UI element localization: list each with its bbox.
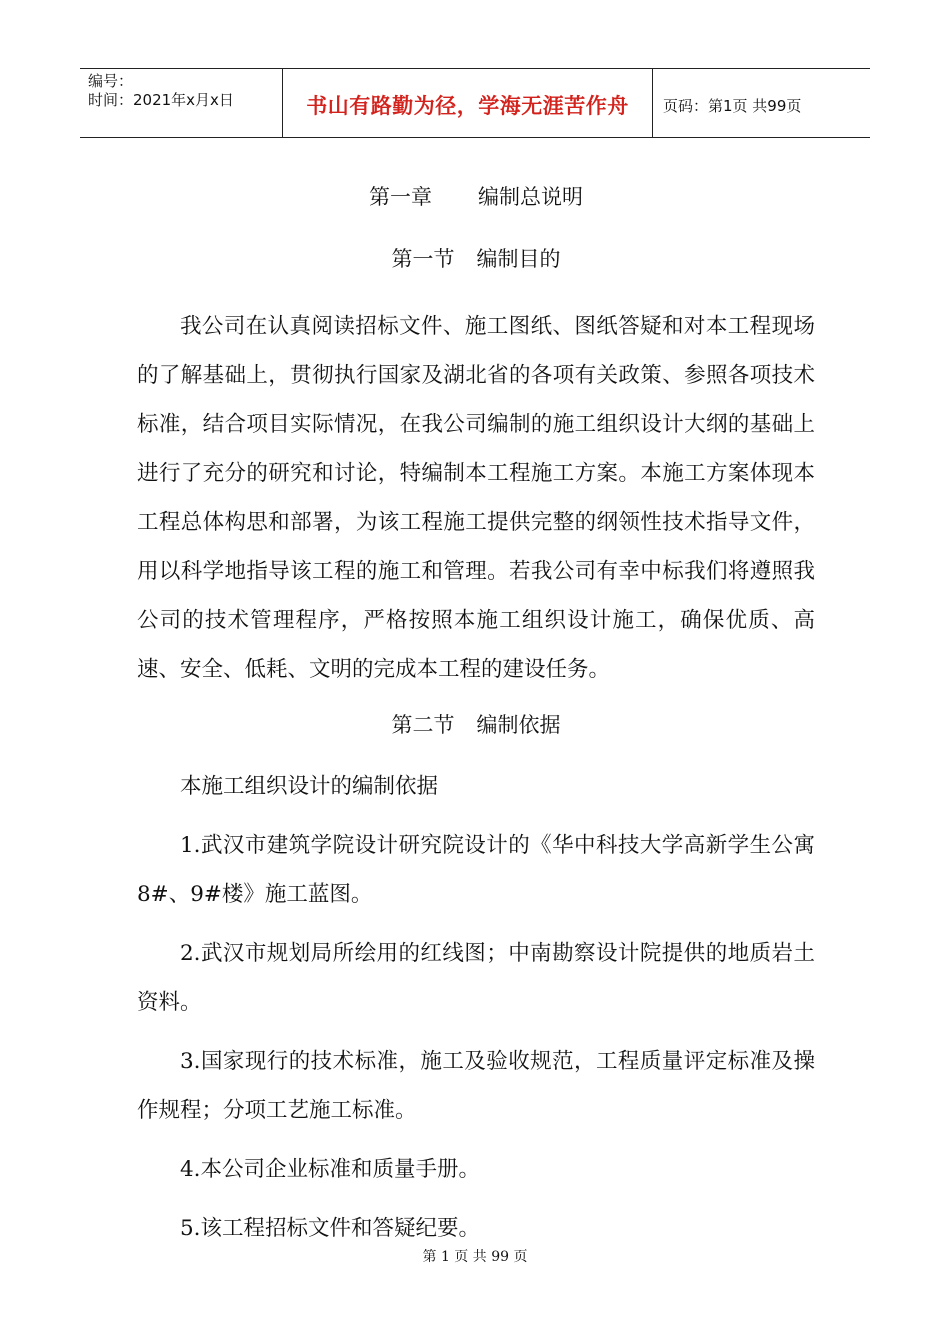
basis-item-3: 3.国家现行的技术标准，施工及验收规范，工程质量评定标准及操作规程；分项工艺施工标准。: [137, 1049, 815, 1123]
header-number-label: 编号：: [88, 72, 134, 90]
section-title-1: 编制目的: [476, 247, 561, 271]
section-2-intro: 本施工组织设计的编制依据: [180, 774, 439, 799]
section-heading-2: [137, 710, 815, 740]
basis-item-4: 4.本公司企业标准和质量手册。: [180, 1157, 481, 1182]
section-number-1: 第一节: [391, 247, 455, 271]
section-number-2: 第二节: [391, 713, 455, 737]
basis-item-5: 5.该工程招标文件和答疑纪要。: [180, 1216, 481, 1241]
chapter-heading: [137, 182, 815, 212]
section-title-2: 编制依据: [476, 713, 561, 737]
section-1-paragraph: 我公司在认真阅读招标文件、施工图纸、图纸答疑和对本工程现场的了解基础上，贯彻执行国家及湖北省的各项有关政策、参照各项技术标准，结合项目实际情况，在我公司编制的施工组织设计大纲的基础上进行了充分的研究和讨论，特编制本工程施工方案。本施工方案体现本工程总体构思和部署，为该工程施工提供完整的纲领性技术指导文件，用以科学地指导该工程的施工和管理。若我公司有幸中标我们将遵照我公司的技术管理程序，严格按照本施工组织设计施工，确保优质、高速、安全、低耗、文明的完成本工程的建设任务。: [137, 314, 815, 682]
header-time-label: 时间：2021年x月x日: [88, 91, 234, 109]
document-body: [137, 170, 815, 1253]
page-footer: 第 1 页 共 99 页: [422, 1249, 528, 1265]
section-heading-1: [137, 244, 815, 274]
header-motto: 书山有路勤为径，学海无涯苦作舟: [283, 69, 653, 137]
chapter-title: 编制总说明: [478, 185, 583, 209]
page-header: [80, 68, 870, 138]
basis-item-1: 1.武汉市建筑学院设计研究院设计的《华中科技大学高新学生公寓8#、9#楼》施工蓝图。: [137, 833, 815, 907]
header-meta: [80, 69, 283, 137]
basis-item-2: 2.武汉市规划局所绘用的红线图；中南勘察设计院提供的地质岩土资料。: [137, 941, 815, 1015]
header-page-info: 页码：第1页 共99页: [663, 96, 802, 115]
chapter-number: 第一章: [369, 185, 432, 209]
